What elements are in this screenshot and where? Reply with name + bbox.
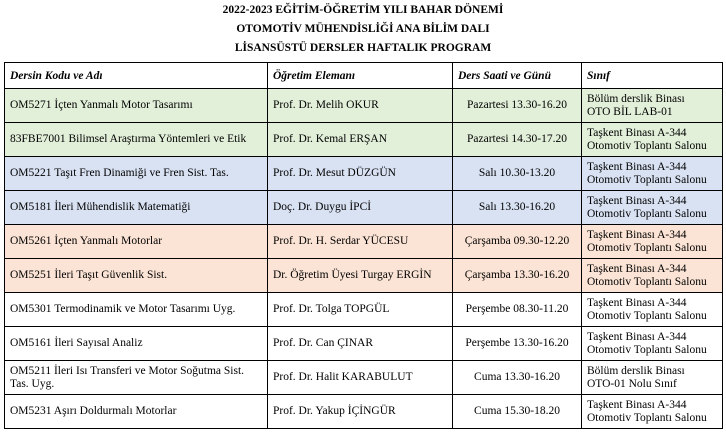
room-cell (582, 157, 723, 191)
room-name: OTO BİL LAB-01 (587, 105, 673, 118)
room-name: Otomotiv Toplantı Salonu (587, 139, 707, 152)
instructor-cell: Prof. Dr. Mesut DÜZGÜN (268, 157, 453, 191)
room-name: OTO-01 Nolu Sınıf (587, 377, 677, 390)
room-cell (582, 89, 723, 123)
table-row (5, 225, 723, 259)
room-cell (582, 191, 723, 225)
course-cell: OM5301 Termodinamik ve Motor Tasarımı Uyg. (5, 293, 268, 327)
room-cell (582, 123, 723, 157)
room-building: Taşkent Binası A-344 (587, 398, 687, 411)
time-cell: Pazartesi 14.30-17.20 (453, 123, 582, 157)
room-name: Otomotiv Toplantı Salonu (587, 275, 707, 288)
time-cell: Salı 13.30-16.20 (453, 191, 582, 225)
table-row (5, 123, 723, 157)
course-cell: OM5161 İleri Sayısal Analiz (5, 327, 268, 361)
course-cell: OM5261 İçten Yanmalı Motorlar (5, 225, 268, 259)
room-cell (582, 259, 723, 293)
table-row (5, 361, 723, 395)
table-header-row (5, 63, 723, 89)
time-cell: Pazartesi 13.30-16.20 (453, 89, 582, 123)
room-building: Taşkent Binası A-344 (587, 126, 687, 139)
instructor-cell: Prof. Dr. Halit KARABULUT (268, 361, 453, 395)
time-cell: Çarşamba 13.30-16.20 (453, 259, 582, 293)
table-row (5, 89, 723, 123)
table-row (5, 293, 723, 327)
room-cell (582, 225, 723, 259)
time-cell: Cuma 15.30-18.20 (453, 395, 582, 429)
room-name: Otomotiv Toplantı Salonu (587, 411, 707, 424)
table-row (5, 259, 723, 293)
room-building: Bölüm derslik Binası (587, 364, 685, 377)
table-row (5, 395, 723, 429)
time-cell: Perşembe 13.30-16.20 (453, 327, 582, 361)
header-department: OTOMOTİV MÜHENDİSLİĞİ ANA BİLİM DALI (236, 23, 490, 35)
time-cell: Cuma 13.30-16.20 (453, 361, 582, 395)
course-cell: OM5231 Aşırı Doldurmalı Motorlar (5, 395, 268, 429)
room-building: Taşkent Binası A-344 (587, 262, 687, 275)
column-header-course: Dersin Kodu ve Adı (5, 63, 268, 89)
room-name: Otomotiv Toplantı Salonu (587, 173, 707, 186)
room-name: Otomotiv Toplantı Salonu (587, 241, 707, 254)
instructor-cell: Prof. Dr. Yakup İÇİNGÜR (268, 395, 453, 429)
room-name: Otomotiv Toplantı Salonu (587, 207, 707, 220)
instructor-cell: Doç. Dr. Duygu İPCİ (268, 191, 453, 225)
instructor-cell: Dr. Öğretim Üyesi Turgay ERGİN (268, 259, 453, 293)
time-cell: Perşembe 08.30-11.20 (453, 293, 582, 327)
room-cell (582, 361, 723, 395)
header-term: 2022-2023 EĞİTİM-ÖĞRETİM YILI BAHAR DÖNEMİ (222, 4, 504, 16)
instructor-cell: Prof. Dr. H. Serdar YÜCESU (268, 225, 453, 259)
room-building: Taşkent Binası A-344 (587, 160, 687, 173)
course-cell: OM5181 İleri Mühendislik Matematiği (5, 191, 268, 225)
time-cell: Salı 10.30-13.20 (453, 157, 582, 191)
room-building: Taşkent Binası A-344 (587, 296, 687, 309)
room-building: Bölüm derslik Binası (587, 92, 685, 105)
room-building: Taşkent Binası A-344 (587, 228, 687, 241)
course-cell: OM5221 Taşıt Fren Dinamiği ve Fren Sist. Tas. (5, 157, 268, 191)
course-cell: OM5211 İleri Isı Transferi ve Motor Soğutma Sist. Tas. Uyg. (5, 361, 268, 395)
room-cell (582, 293, 723, 327)
course-cell: 83FBE7001 Bilimsel Araştırma Yöntemleri ve Etik (5, 123, 268, 157)
room-name: Otomotiv Toplantı Salonu (587, 309, 707, 322)
course-cell: OM5271 İçten Yanmalı Motor Tasarımı (5, 89, 268, 123)
instructor-cell: Prof. Dr. Tolga TOPGÜL (268, 293, 453, 327)
time-cell: Çarşamba 09.30-12.20 (453, 225, 582, 259)
schedule-table (4, 62, 723, 429)
column-header-instructor: Öğretim Elemanı (268, 63, 453, 89)
room-cell (582, 327, 723, 361)
header-program-title: LİSANSÜSTÜ DERSLER HAFTALIK PROGRAM (234, 42, 492, 54)
column-header-room: Sınıf (582, 63, 723, 89)
table-row (5, 327, 723, 361)
document-header (0, 0, 726, 58)
room-building: Taşkent Binası A-344 (587, 194, 687, 207)
instructor-cell: Prof. Dr. Melih OKUR (268, 89, 453, 123)
column-header-time: Ders Saati ve Günü (453, 63, 582, 89)
course-cell: OM5251 İleri Taşıt Güvenlik Sist. (5, 259, 268, 293)
room-cell (582, 395, 723, 429)
instructor-cell: Prof. Dr. Kemal ERŞAN (268, 123, 453, 157)
room-building: Taşkent Binası A-344 (587, 330, 687, 343)
table-row (5, 157, 723, 191)
table-row (5, 191, 723, 225)
instructor-cell: Prof. Dr. Can ÇINAR (268, 327, 453, 361)
room-name: Otomotiv Toplantı Salonu (587, 343, 707, 356)
